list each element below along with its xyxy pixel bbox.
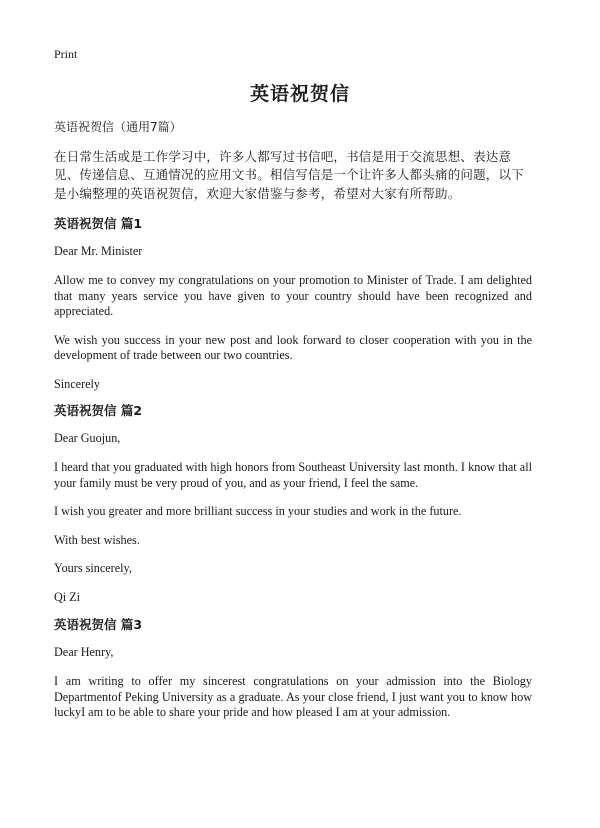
document-body — [54, 120, 532, 721]
section-1-paragraph-1: Allow me to convey my congratulations on your promotion to Minister of Trade. I am delighted that many years service you have given to your country should have been recognized and appreciated. — [54, 273, 532, 318]
section-1-greeting: Dear Mr. Minister — [54, 243, 143, 258]
section-2-paragraph-1: I heard that you graduated with high honors from Southeast University last month. I know that all your family must be very proud of you, and as your friend, I feel the same. — [54, 460, 532, 490]
section-3-paragraph-1: I am writing to offer my sincerest congratulations on your admission into the Biology Departmentof Peking University as a graduate. As your close friend, I just want you to know how luckyI am to be able to share your pride and how pleased I am at your admission. — [54, 674, 532, 719]
section-2-wishes: With best wishes. — [54, 532, 140, 547]
section-1-closing: Sincerely — [54, 376, 101, 391]
intro-paragraph: 在日常生活或是工作学习中，许多人都写过书信吧，书信是用于交流思想、表达意见、传递信息、互通情况的应用文书。相信写信是一个让许多人都头痛的问题，以下是小编整理的英语祝贺信，欢迎大家借鉴与参考，希望对大家有所帮助。 — [54, 148, 524, 201]
document-subtitle: 英语祝贺信（通用7篇） — [54, 120, 182, 134]
section-2-closing: Yours sincerely, — [54, 561, 132, 575]
section-1-paragraph-2: We wish you success in your new post and look forward to closer cooperation with you in the development of trade between our two countries. — [54, 332, 532, 362]
section-heading-2: 英语祝贺信 篇2 — [54, 403, 143, 418]
section-2-paragraph-2: I wish you greater and more brilliant success in your studies and work in the future. — [54, 504, 462, 518]
section-3-greeting: Dear Henry, — [54, 644, 114, 659]
print-link[interactable]: Print — [54, 47, 78, 61]
section-heading-3: 英语祝贺信 篇3 — [54, 617, 143, 632]
section-2-greeting: Dear Guojun, — [54, 430, 121, 445]
page-title: 英语祝贺信 — [249, 83, 350, 105]
section-2-signature: Qi Zi — [54, 589, 81, 604]
section-heading-1: 英语祝贺信 篇1 — [54, 216, 143, 231]
